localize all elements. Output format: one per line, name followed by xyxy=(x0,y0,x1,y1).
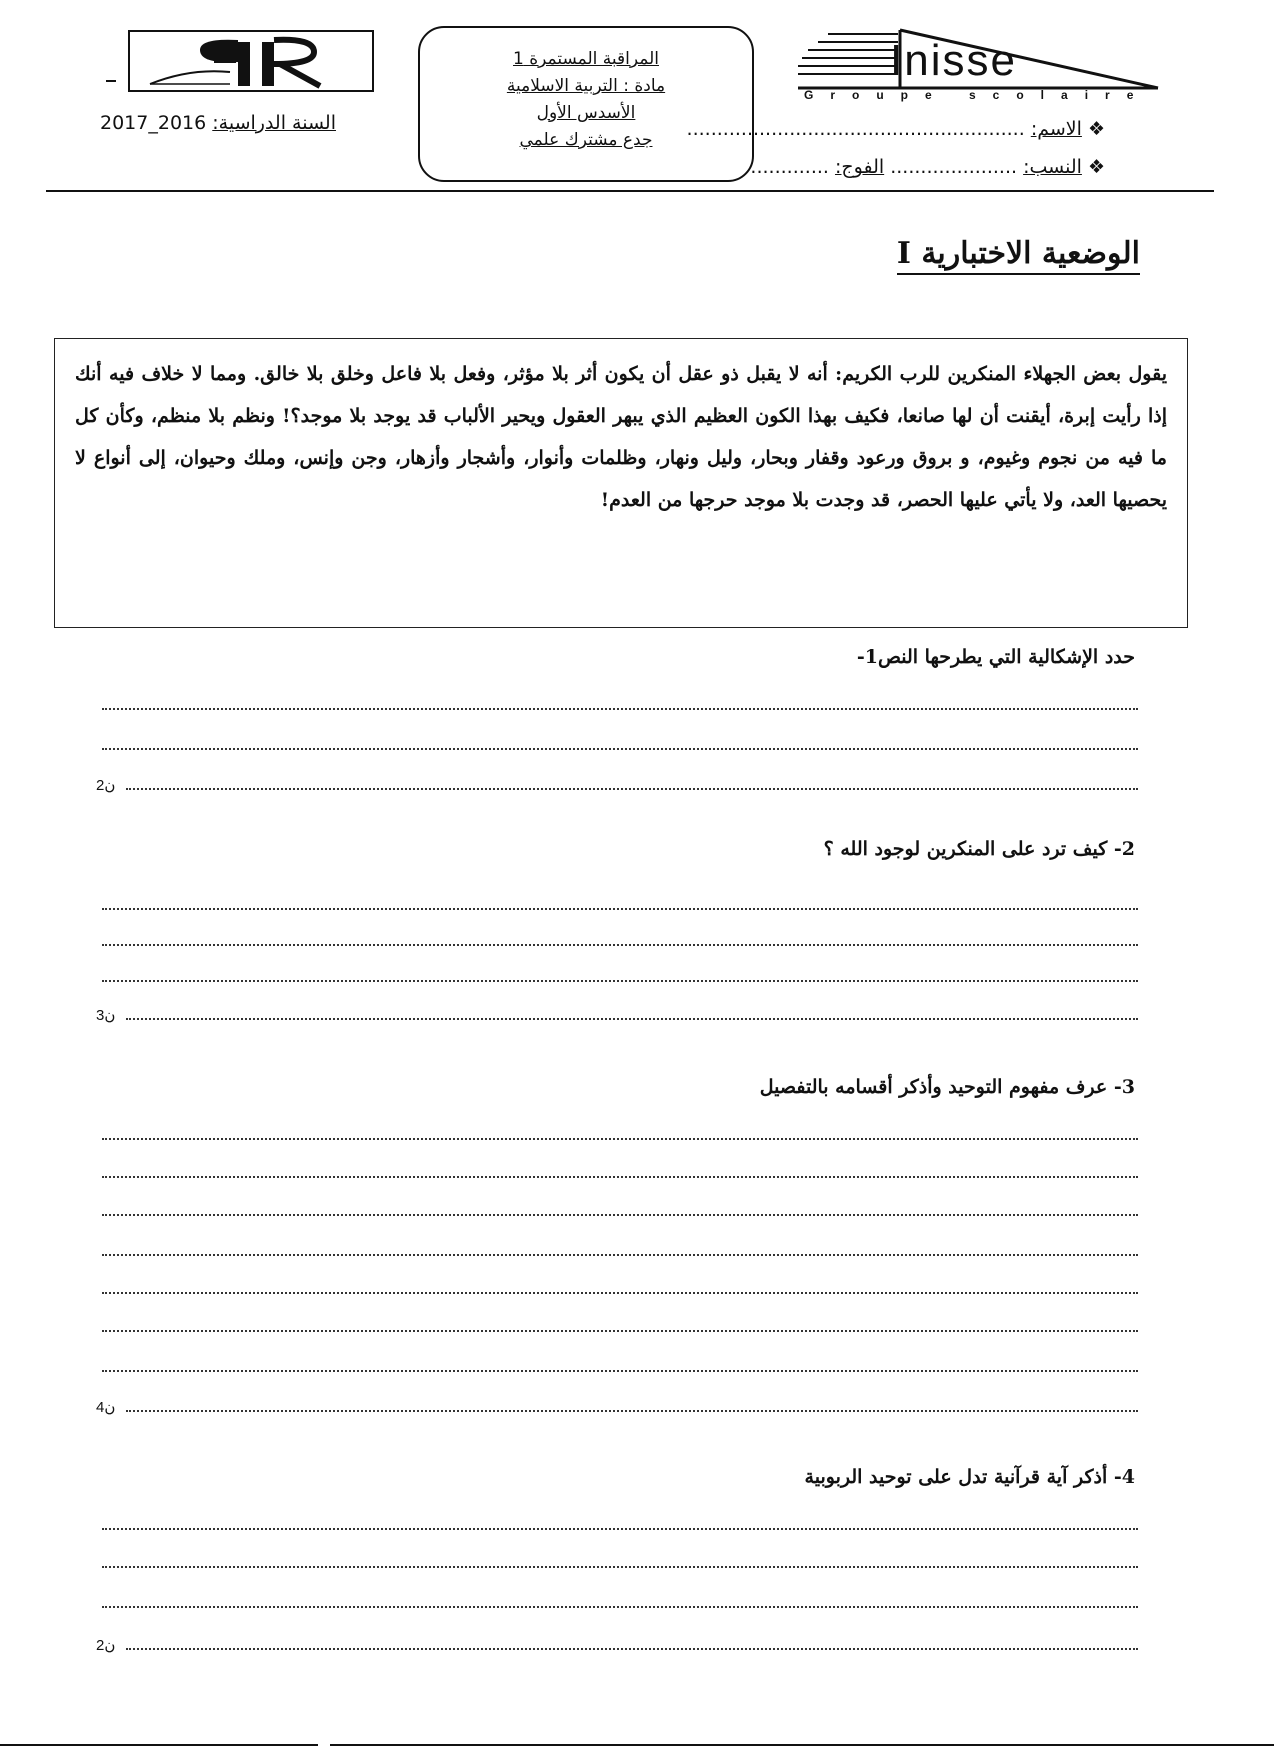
answer-line xyxy=(102,1370,1138,1372)
group-blank: ............. xyxy=(750,156,829,178)
surname-blank: ..................... xyxy=(890,156,1018,178)
exam-info-box xyxy=(418,26,754,182)
passage-text: يقول بعض الجهلاء المنكرين للرب الكريم: أنه لا يقبل ذو عقل أن يكون أثر بلا مؤثر، وفعل بلا فاعل وخلق بلا خالق. ومما لا خلاف فيه أنك إذا رأيت إبرة، أيقنت أن لها صانعا، فكيف بهذا الكون العظيم الذي يبهر العقول ويحير الألباب قد يوجد بلا موجد؟! ونظم بلا منظم، وكأن كل ما فيه من نجوم وغيوم، و بروق ورعود وقفار وبحار، وليل ونهار، وظلمات وأنوار، وأشجار وأزهار، وجن وإنس، وملك وحيوان، إلى أنواع لا يحصيها العد، ولا يأتي عليها الحصر، قد وجدت بلا موجد حرجها من العدم! xyxy=(75,363,1167,511)
bullet-icon: ❖ xyxy=(1087,156,1105,178)
header-divider xyxy=(46,190,1214,192)
bullet-icon: ❖ xyxy=(1087,118,1105,140)
answer-line xyxy=(102,1566,1138,1568)
exam-title: المراقبة المستمرة 1 xyxy=(513,49,659,69)
answer-line xyxy=(102,748,1138,750)
year-label: السنة الدراسية: xyxy=(212,112,336,134)
group-label: الفوج: xyxy=(834,156,885,178)
question-1: حدد الإشكالية التي يطرحها النص1- xyxy=(856,646,1135,668)
answer-line xyxy=(102,1254,1138,1256)
answer-line xyxy=(102,708,1138,710)
answer-line xyxy=(102,1176,1138,1178)
question-4: 4- أذكر آية قرآنية تدل على توحيد الربوبية xyxy=(804,1466,1135,1488)
answer-line xyxy=(126,1648,1138,1650)
semester: الأسدس الأول xyxy=(536,103,636,123)
year-value: 2016_2017 xyxy=(100,112,207,134)
question-2-mark: 3ن xyxy=(96,1007,116,1024)
question-2: 2- كيف ترد على المنكرين لوجود الله ؟ xyxy=(823,838,1135,860)
name-field xyxy=(687,118,1105,140)
school-year xyxy=(100,112,336,134)
answer-line xyxy=(126,1410,1138,1412)
answer-line xyxy=(102,1292,1138,1294)
answer-line xyxy=(126,788,1138,790)
exam-logo xyxy=(128,30,374,92)
logo-tick xyxy=(106,80,116,82)
answer-line xyxy=(102,1330,1138,1332)
answer-line xyxy=(102,980,1138,982)
surname-label: النسب: xyxy=(1023,156,1082,178)
school-logo-subtext: Groupe scolaire xyxy=(804,88,1151,102)
class-level: جدع مشترك علمي xyxy=(519,130,653,150)
passage-box xyxy=(54,338,1188,628)
answer-line xyxy=(102,908,1138,910)
name-blank: ........................................................ xyxy=(686,118,1025,140)
question-4-mark: 2ن xyxy=(96,1637,116,1654)
question-3-mark: 4ن xyxy=(96,1399,116,1416)
subject: مادة : التربية الاسلامية xyxy=(506,76,666,96)
name-label: الاسم: xyxy=(1030,118,1082,140)
footer-divider xyxy=(0,1744,318,1746)
question-1-mark: 2ن xyxy=(96,777,116,794)
surname-field xyxy=(750,156,1105,178)
answer-line xyxy=(102,1528,1138,1530)
exam-logo-icon xyxy=(130,32,372,90)
question-3: 3- عرف مفهوم التوحيد وأذكر أقسامه بالتفصيل xyxy=(759,1076,1135,1098)
answer-line xyxy=(126,1018,1138,1020)
answer-line xyxy=(102,944,1138,946)
answer-line xyxy=(102,1214,1138,1216)
answer-line xyxy=(102,1138,1138,1140)
answer-line xyxy=(102,1606,1138,1608)
school-logo-text: Inisse xyxy=(890,36,1017,85)
school-logo xyxy=(798,26,1160,106)
section-title: الوضعية الاختبارية I xyxy=(897,236,1140,275)
footer-divider xyxy=(330,1744,1274,1746)
